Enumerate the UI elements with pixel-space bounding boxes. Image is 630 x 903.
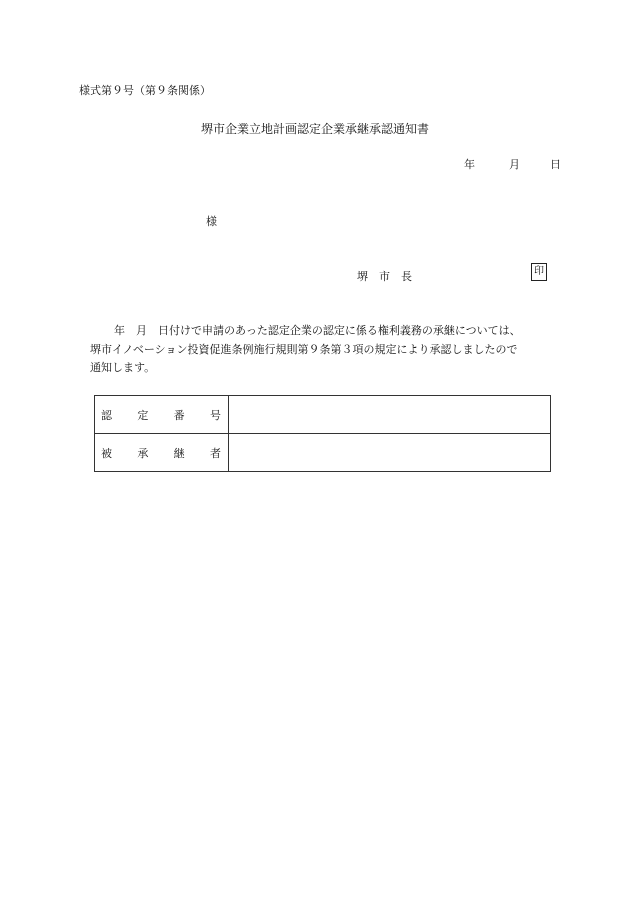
form-number: 様式第９号（第９条関係） bbox=[79, 84, 211, 97]
body-line: 年 月 日付けで申請のあった認定企業の認定に係る権利義務の承継については、 bbox=[114, 324, 521, 337]
seal-stamp: 印 bbox=[531, 263, 547, 281]
info-table bbox=[94, 395, 551, 472]
label-char: 継 bbox=[173, 446, 185, 460]
label-char: 被 bbox=[101, 446, 112, 460]
body-line: 堺市イノベーション投資促進条例施行規則第９条第３項の規定により承認しましたので bbox=[90, 342, 518, 356]
table-label-cell bbox=[95, 434, 229, 472]
body-text bbox=[90, 322, 560, 378]
issuer-name: 堺 市 長 bbox=[357, 270, 412, 283]
label-char: 者 bbox=[209, 446, 221, 460]
label-char: 定 bbox=[137, 408, 149, 422]
table-label-cell bbox=[95, 396, 229, 434]
table-value-cell bbox=[229, 434, 551, 472]
label-char: 号 bbox=[209, 408, 221, 422]
body-line: 通知します。 bbox=[90, 361, 156, 374]
table-row-successor bbox=[95, 434, 551, 472]
date-month-label: 月 bbox=[509, 158, 520, 171]
date-line bbox=[464, 156, 561, 172]
table-row-certification-number bbox=[95, 396, 551, 434]
label-char: 承 bbox=[137, 446, 149, 460]
label-char: 番 bbox=[173, 408, 185, 422]
document-title: 堺市企業立地計画認定企業承継承認通知書 bbox=[200, 122, 429, 136]
addressee-suffix: 様 bbox=[206, 215, 217, 228]
date-year-label: 年 bbox=[464, 158, 475, 171]
date-day-label: 日 bbox=[550, 158, 561, 171]
table-value-cell bbox=[229, 396, 551, 434]
label-char: 認 bbox=[101, 408, 112, 422]
